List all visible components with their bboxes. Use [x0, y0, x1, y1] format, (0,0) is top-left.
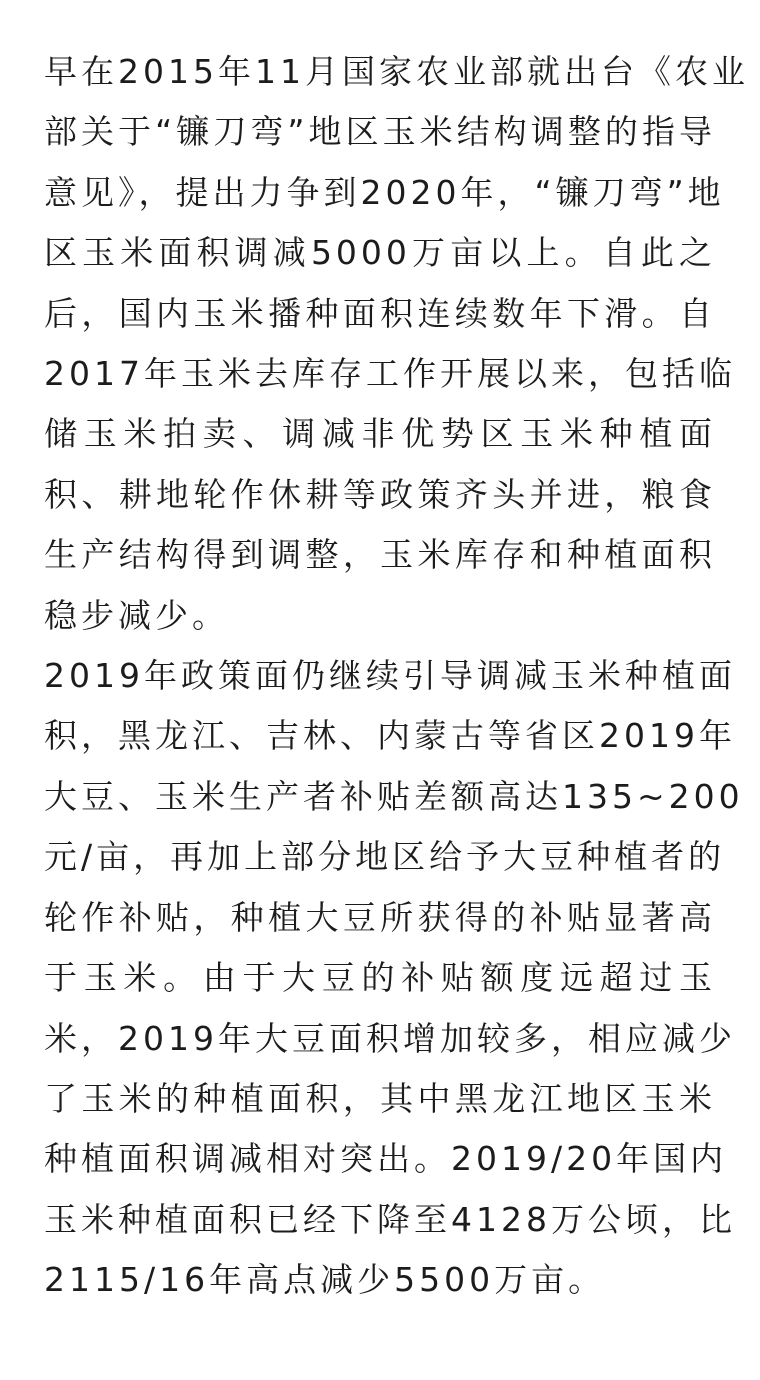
- text-line: 积、耕地轮作休耕等政策齐头并进，粮食: [44, 474, 716, 514]
- text-line: 生产结构得到调整，玉米库存和种植面积: [44, 535, 716, 575]
- text-line: 于玉米。由于大豆的补贴额度远超过玉: [44, 958, 716, 998]
- text-line: 稳步减少。: [44, 595, 229, 635]
- text-line: 区玉米面积调减5000万亩以上。自此之: [44, 233, 716, 273]
- text-line: 米，2019年大豆面积增加较多，相应减少: [44, 1018, 736, 1058]
- text-line: 2017年玉米去库存工作开展以来，包括临: [44, 354, 736, 394]
- text-line: 2115/16年高点减少5500万亩。: [44, 1260, 606, 1300]
- text-line: 了玉米的种植面积，其中黑龙江地区玉米: [44, 1078, 716, 1118]
- text-line: 玉米种植面积已经下降至4128万公顷，比: [44, 1199, 736, 1239]
- text-line: 后，国内玉米播种面积连续数年下滑。自: [44, 293, 716, 333]
- text-line: 2019年政策面仍继续引导调减玉米种植面: [44, 656, 736, 696]
- text-line: 种植面积调减相对突出。2019/20年国内: [44, 1139, 728, 1179]
- text-line: 储玉米拍卖、调减非优势区玉米种植面: [44, 414, 716, 454]
- text-line: 积，黑龙江、吉林、内蒙古等省区2019年: [44, 716, 736, 756]
- text-line: 元/亩，再加上部分地区给予大豆种植者的: [44, 837, 726, 877]
- text-line: 早在2015年11月国家农业部就出台《农业: [44, 52, 749, 91]
- text-line: 轮作补贴，种植大豆所获得的补贴显著高: [44, 897, 716, 937]
- article-paragraph-2: [44, 646, 744, 1310]
- article-paragraph-1: [44, 42, 749, 646]
- text-line: 大豆、玉米生产者补贴差额高达135~200: [44, 776, 744, 816]
- text-line: 意见》，提出力争到2020年，“镰刀弯”地: [44, 172, 725, 212]
- text-line: 部关于“镰刀弯”地区玉米结构调整的指导: [44, 112, 716, 152]
